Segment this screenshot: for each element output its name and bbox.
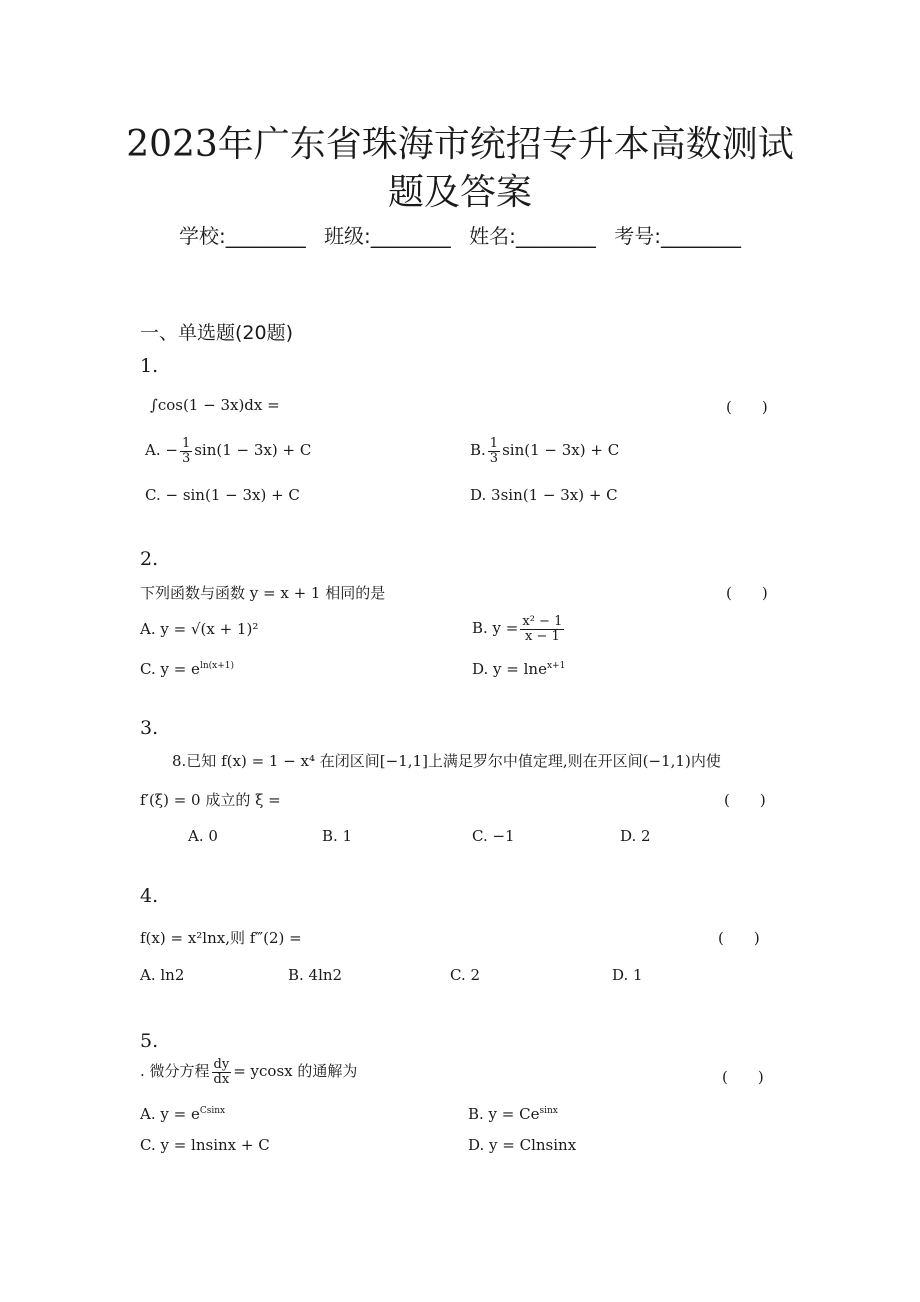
question-3-option-a: A. 0	[188, 827, 218, 845]
q1-a-fraction	[180, 437, 192, 465]
q5-derivative-fraction	[212, 1058, 232, 1086]
q5-b-exponent: sinx	[539, 1106, 558, 1116]
question-2-option-d	[472, 660, 565, 678]
q1-b-fraction	[488, 437, 500, 465]
question-2-option-a: A. y = √(x + 1)²	[140, 620, 259, 638]
question-3-stem-line1: 8.已知 f(x) = 1 − x⁴ 在闭区间[−1,1]上满足罗尔中值定理,则在开区间(−1,1)内使	[172, 752, 721, 770]
question-5-option-b	[468, 1105, 558, 1123]
question-5-stem	[140, 1058, 357, 1086]
question-2-option-c	[140, 660, 234, 678]
question-2-number: 2.	[140, 548, 159, 570]
question-5-option-a	[140, 1105, 225, 1123]
question-1-option-a	[145, 437, 311, 465]
question-5-number: 5.	[140, 1030, 159, 1052]
q2-b-prefix: B. y =	[472, 619, 519, 638]
q1-a-numerator: 1	[181, 436, 191, 451]
q5-dx: dx	[213, 1071, 230, 1087]
exam-number-field: 考号:________	[614, 224, 742, 248]
question-5-option-c: C. y = lnsinx + C	[140, 1136, 270, 1154]
question-2-stem: 下列函数与函数 y = x + 1 相同的是	[140, 584, 386, 602]
question-1-answer-blank: ( )	[726, 398, 768, 416]
q2-c-base: C. y = e	[140, 660, 200, 678]
question-3-option-c: C. −1	[472, 827, 515, 845]
q1-a-prefix: A. −	[145, 441, 178, 460]
class-field: 班级:________	[324, 224, 451, 248]
q2-b-fraction	[520, 615, 564, 643]
page-title-line2: 题及答案	[387, 172, 532, 213]
question-4-option-b: B. 4ln2	[288, 966, 343, 984]
question-5-option-d: D. y = Clnsinx	[468, 1136, 577, 1154]
q2-b-numerator: x² − 1	[522, 614, 563, 629]
question-1-option-b	[470, 437, 619, 465]
question-1-option-c: C. − sin(1 − 3x) + C	[145, 486, 300, 504]
q2-c-exponent: ln(x+1)	[199, 661, 234, 671]
q2-d-base: D. y = lne	[472, 660, 547, 678]
school-field: 学校:________	[178, 224, 306, 248]
q1-b-rest: sin(1 − 3x) + C	[502, 441, 620, 460]
name-field: 姓名:________	[469, 224, 596, 248]
q1-b-numerator: 1	[489, 436, 499, 451]
q1-a-denominator: 3	[181, 450, 191, 466]
q2-b-denominator: x − 1	[524, 628, 560, 644]
q2-d-exponent: x+1	[546, 661, 566, 671]
question-1-number: 1.	[140, 355, 159, 377]
question-2-option-b	[472, 615, 566, 643]
question-4-stem: f(x) = x²lnx,则 f‴(2) =	[140, 929, 302, 947]
question-3-answer-blank: ( )	[724, 791, 766, 809]
question-4-option-c: C. 2	[450, 966, 481, 984]
question-4-number: 4.	[140, 885, 159, 907]
question-4-option-d: D. 1	[612, 966, 643, 984]
section-heading: 一、单选题(20题)	[140, 322, 294, 344]
question-1-option-d: D. 3sin(1 − 3x) + C	[470, 486, 618, 504]
question-5-answer-blank: ( )	[722, 1068, 764, 1086]
question-3-option-d: D. 2	[620, 827, 651, 845]
q5-b-base: B. y = Ce	[468, 1105, 540, 1123]
q1-b-denominator: 3	[489, 450, 499, 466]
q1-b-prefix: B.	[470, 441, 486, 460]
student-info-line	[0, 220, 920, 249]
question-2-answer-blank: ( )	[726, 584, 768, 602]
question-3-number: 3.	[140, 717, 159, 739]
question-4-answer-blank: ( )	[718, 929, 760, 947]
page-title-line1: 2023年广东省珠海市统招专升本高数测试	[126, 124, 794, 165]
q5-a-exponent: Csinx	[199, 1106, 226, 1116]
question-3-option-b: B. 1	[322, 827, 353, 845]
question-1-stem: ∫cos(1 − 3x)dx =	[150, 396, 280, 414]
q5-stem-rest: = ycosx 的通解为	[233, 1062, 358, 1081]
q1-a-rest: sin(1 − 3x) + C	[194, 441, 312, 460]
question-4-option-a: A. ln2	[140, 966, 185, 984]
q5-a-base: A. y = e	[140, 1105, 200, 1123]
question-3-stem-line2: f′(ξ) = 0 成立的 ξ =	[140, 791, 281, 809]
q5-stem-prefix: . 微分方程	[140, 1062, 210, 1081]
q5-dy: dy	[213, 1057, 230, 1072]
